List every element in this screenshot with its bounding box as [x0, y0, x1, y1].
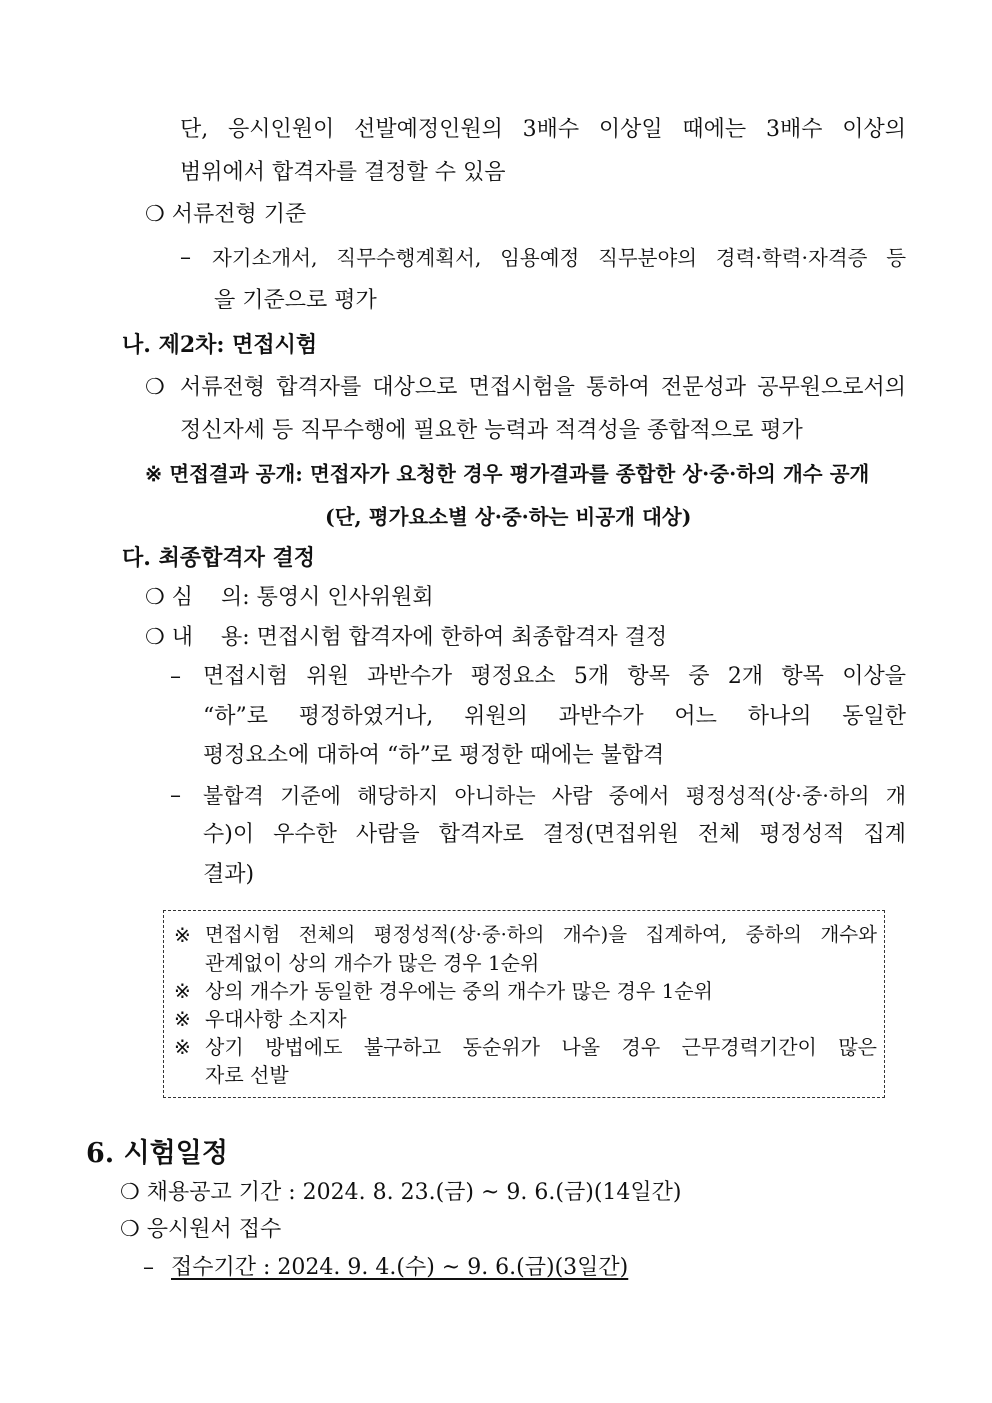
- bullet-item: [120, 1215, 281, 1245]
- schedule-item: 채용공고 기간 : 2024. 8. 23.(금) ~ 9. 6.(금)(14일간): [146, 1180, 682, 1205]
- dash-symbol: –: [143, 1255, 154, 1280]
- section-heading: 나. 제2차: 면접시험: [122, 332, 318, 358]
- reference-mark-icon: ※: [145, 462, 163, 486]
- paragraph-line: 정신자세 등 직무수행에 필요한 능력과 적격성을 종합적으로 평가: [180, 418, 803, 443]
- circle-bullet-icon: ❍: [145, 585, 165, 610]
- paragraph-line: 범위에서 합격자를 결정할 수 있음: [180, 160, 506, 185]
- section-heading: 6. 시험일정: [86, 1138, 228, 1169]
- field-label: 내 용:: [171, 625, 250, 650]
- field-value: 면접시험 합격자에 한하여 최종합격자 결정: [256, 625, 668, 650]
- bullet-item: [145, 200, 306, 230]
- criteria-line: 자기소개서, 직무수행계획서, 임용예정 직무분야의 경력·학력·자격증 등: [212, 246, 906, 270]
- schedule-item: 응시원서 접수: [146, 1217, 282, 1242]
- paragraph-line: 평정요소에 대하여 “하”로 평정한 때에는 불합격: [203, 743, 665, 768]
- schedule-sub-item: 접수기간 : 2024. 9. 4.(수) ~ 9. 6.(금)(3일간): [171, 1255, 629, 1280]
- dash-symbol: –: [170, 664, 181, 689]
- paragraph-line: 단, 응시인원이 선발예정인원의 3배수 이상일 때에는 3배수 이상의: [180, 117, 906, 142]
- field-label: 심 의:: [171, 585, 250, 610]
- circle-bullet-icon: ❍: [120, 1217, 140, 1242]
- reference-mark-icon: ※: [174, 923, 191, 947]
- paragraph-line: 불합격 기준에 해당하지 아니하는 사람 중에서 평정성적(상·중·하의 개: [203, 784, 906, 808]
- note-line: (단, 평가요소별 상·중·하는 비공개 대상): [325, 505, 692, 529]
- criteria-title: 서류전형 기준: [171, 202, 307, 227]
- reference-mark-icon: ※: [174, 1035, 191, 1059]
- note-line: 우대사항 소지자: [205, 1007, 347, 1031]
- note-line: 상의 개수가 동일한 경우에는 중의 개수가 많은 경우 1순위: [205, 979, 713, 1003]
- note-line: 자로 선발: [205, 1063, 289, 1087]
- section-heading: 다. 최종합격자 결정: [122, 545, 315, 571]
- note-line: 상기 방법에도 불구하고 동순위가 나올 경우 근무경력기간이 많은: [205, 1035, 877, 1059]
- field-value: 통영시 인사위원회: [256, 585, 434, 610]
- circle-bullet-icon: ❍: [145, 625, 165, 650]
- paragraph-line: “하”로 평정하였거나, 위원의 과반수가 어느 하나의 동일한: [203, 704, 906, 729]
- notes-box: [163, 910, 885, 1098]
- note-text: 면접결과 공개: 면접자가 요청한 경우 평가결과를 종합한 상·중·하의 개수 공개: [169, 462, 870, 486]
- bullet-item: [145, 583, 434, 613]
- bullet-item: [145, 623, 667, 653]
- paragraph-line: 결과): [203, 862, 255, 887]
- paragraph-line: 서류전형 합격자를 대상으로 면접시험을 통하여 전문성과 공무원으로서의: [180, 375, 906, 400]
- circle-bullet-icon: ❍: [145, 375, 165, 400]
- note-line: 관계없이 상의 개수가 많은 경우 1순위: [205, 951, 540, 975]
- dash-symbol: –: [180, 245, 191, 270]
- criteria-line: 을 기준으로 평가: [214, 288, 377, 313]
- circle-bullet-icon: ❍: [145, 202, 165, 227]
- note-line: [145, 459, 869, 489]
- paragraph-line: 수)이 우수한 사람을 합격자로 결정(면접위원 전체 평정성적 집계: [203, 822, 906, 847]
- paragraph-line: 면접시험 위원 과반수가 평정요소 5개 항목 중 2개 항목 이상을: [203, 664, 906, 689]
- circle-bullet-icon: ❍: [120, 1180, 140, 1205]
- reference-mark-icon: ※: [174, 1007, 191, 1031]
- note-line: 면접시험 전체의 평정성적(상·중·하의 개수)을 집계하여, 중하의 개수와: [205, 923, 877, 946]
- dash-symbol: –: [170, 783, 181, 808]
- bullet-item: [120, 1178, 681, 1208]
- reference-mark-icon: ※: [174, 979, 191, 1003]
